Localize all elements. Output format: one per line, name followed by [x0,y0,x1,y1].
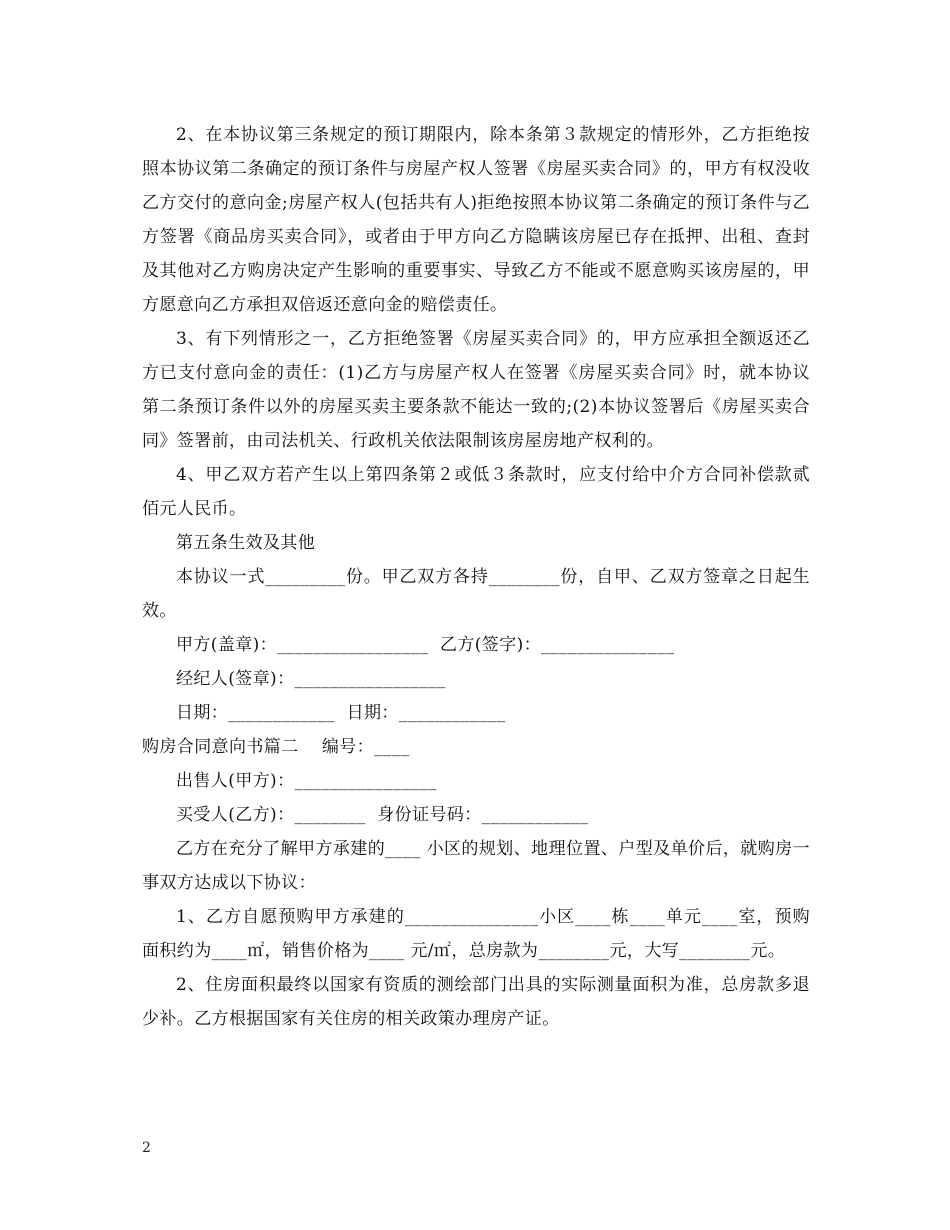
seller-line: 出售人(甲方)：________________ [176,771,437,791]
paragraph-item-2: 2、住房面积最终以国家有资质的测绘部门出具的实际测量面积为准，总房款多退少补。乙方根据国家有关住房的相关政策办理房产证。 [142,975,810,1029]
page-number: 2 [142,1140,151,1156]
signature-line-parties: 甲方(盖章)：_________________ 乙方(签字)：_______________ [176,635,675,655]
paragraph-clause-3: 3、有下列情形之一，乙方拒绝签署《房屋买卖合同》的，甲方应承担全额返还乙方已支付意向金的责任：(1)乙方与房屋产权人在签署《房屋买卖合同》时，就本协议第二条预订条件以外的房屋买卖主要条款不能达一致的;(2)本协议签署后《房屋买卖合同》签署前，由司法机关、行政机关依法限制该房屋房地产权利的。 [142,329,810,451]
paragraph-item-1: 1、乙方自愿预购甲方承建的_______________小区____栋____单元____室，预购面积约为____㎡，销售价格为____ 元/㎡，总房款为________元，大写________元。 [142,907,810,961]
buyer-line: 买受人(乙方)：________ 身份证号码：____________ [176,805,589,825]
date-line: 日期：____________ 日期：____________ [176,703,506,723]
signature-line-agent: 经纪人(签章)：_________________ [176,669,446,689]
paragraph-copies: 本协议一式_________份。甲乙双方各持________份，自甲、乙双方签章之日起生效。 [142,567,810,621]
document-body [142,118,810,1036]
section-title-part-two: 购房合同意向书篇二 编号：____ [142,737,410,757]
paragraph-clause-4: 4、甲乙双方若产生以上第四条第２或低３条款时，应支付给中介方合同补偿款贰佰元人民币。 [142,465,810,519]
paragraph-clause-2: 2、在本协议第三条规定的预订期限内，除本条第３款规定的情形外，乙方拒绝按照本协议第二条确定的预订条件与房屋产权人签署《房屋买卖合同》的，甲方有权没收乙方交付的意向金;房屋产权人(包括共有人)拒绝按照本协议第二条确定的预订条件与乙方签署《商品房买卖合同》，或者由于甲方向乙方隐瞒该房屋已存在抵押、出租、查封及其他对乙方购房决定产生影响的重要事实、导致乙方不能或不愿意购买该房屋的，甲方愿意向乙方承担双倍返还意向金的赔偿责任。 [142,125,810,315]
section-heading: 第五条生效及其他 [176,533,316,553]
paragraph-intro: 乙方在充分了解甲方承建的____ 小区的规划、地理位置、户型及单价后，就购房一事双方达成以下协议： [142,839,810,893]
